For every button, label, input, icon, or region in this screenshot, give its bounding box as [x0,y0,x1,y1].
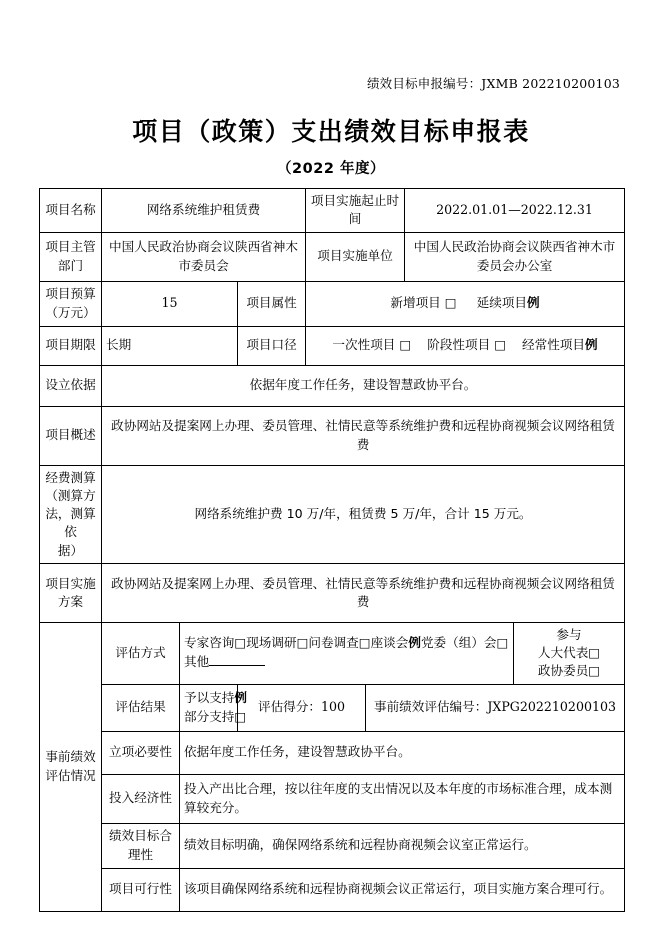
label-eval-method: 评估方式 [102,622,180,684]
option-expert-consultation-label: 专家咨询 [184,635,235,651]
label-project-attribute: 项目属性 [238,281,306,326]
option-onetime-project[interactable] [332,337,411,352]
label-pre-evaluation [40,622,102,911]
declaration-number [0,74,620,92]
participants-title: 参与 [556,626,582,642]
value-project-term: 长期 [102,326,238,365]
table-row-feasibility [40,868,625,911]
label-budget [40,281,102,326]
label-project-term: 项目期限 [40,326,102,365]
declaration-number-label: 绩效目标申报编号： [366,76,482,91]
checkbox-unchecked-icon[interactable]: □ [588,645,601,660]
option-full-support[interactable] [184,689,247,707]
other-method-input[interactable] [209,653,265,666]
value-budget: 15 [102,281,238,326]
label-implementation-plan-l1: 项目实施 [45,575,96,591]
page-title: 项目（政策）支出绩效目标申报表 [132,117,530,146]
option-partial-support[interactable] [184,708,247,726]
value-project-period: 2022.01.01—2022.12.31 [405,189,625,233]
label-supervisor-dept [40,232,102,281]
checkbox-unchecked-icon[interactable]: □ [234,708,247,724]
label-project-period: 项目实施起止时间 [306,189,405,233]
value-project-overview: 政协网站及提案网上办理、委员管理、社情民意等系统维护费和远程协商视频会议网络租赁费 [102,406,625,465]
option-regular-project[interactable] [522,337,598,352]
label-establish-basis: 设立依据 [40,365,102,406]
option-field-research-label: 现场调研 [246,635,297,651]
label-supervisor-dept-l1: 项目主管 [45,239,96,255]
value-project-attribute [306,281,625,326]
checkbox-unchecked-icon[interactable]: □ [588,663,601,679]
value-eval-number [366,684,625,731]
checkbox-unchecked-icon[interactable]: □ [496,635,509,651]
label-target-rationality [102,823,180,868]
label-cost-estimate-l4: 据） [57,542,84,558]
label-target-rationality-l1: 绩效目标合 [109,828,172,844]
label-cost-estimate [40,465,102,563]
option-partial-support-label: 部分支持 [184,708,235,724]
option-symposium-label: 座谈会 [370,635,409,651]
checkbox-unchecked-icon[interactable]: □ [494,337,507,353]
participant-cppcc-member[interactable] [518,662,620,680]
label-project-overview: 项目概述 [40,406,102,465]
option-party-committee-label: 党委（组）会 [420,635,497,651]
option-continued-project-label: 延续项目 [476,295,527,311]
value-project-scope [306,326,625,365]
value-cost-estimate: 网络系统维护费 10 万/年，租赁费 5 万/年，合计 15 万元。 [102,465,625,563]
label-eval-result: 评估结果 [102,684,180,731]
option-continued-project[interactable] [477,295,540,310]
table-row-eval-method [40,622,625,684]
eval-score-value: 100 [320,699,345,715]
table-row-necessity [40,731,625,774]
eval-number-label: 事前绩效评估编号： [373,699,488,715]
form-table [39,188,625,912]
value-implementation-plan: 政协网站及提案网上办理、委员管理、社情民意等系统维护费和远程协商视频会议网络租赁费 [102,563,625,622]
option-other-label: 其他 [184,654,210,670]
option-regular-project-label: 经常性项目 [522,337,585,353]
checkbox-unchecked-icon[interactable]: □ [444,295,457,311]
label-implementation-plan-l2: 方案 [57,593,84,609]
label-cost-estimate-l1: 经费测算 [45,469,96,485]
value-eval-score [238,684,366,731]
table-row-term [40,326,625,365]
table-row-cost-estimate [40,465,625,563]
checkbox-checked-icon[interactable]: 例 [408,635,421,651]
table-row-budget [40,281,625,326]
table-row-implementation-plan [40,563,625,622]
participant-cppcc-member-label: 政协委员 [537,663,589,679]
table-row-target-rationality [40,823,625,868]
participant-npc-deputy[interactable] [518,644,620,662]
option-onetime-project-label: 一次性项目 [332,337,396,353]
label-pre-evaluation-l2: 评估情况 [45,767,96,783]
label-budget-l1: 项目预算 [45,286,96,302]
label-project-scope: 项目口径 [238,326,306,365]
eval-score-label: 评估得分： [257,699,321,715]
checkbox-unchecked-icon[interactable]: □ [234,635,247,651]
value-project-necessity: 依据年度工作任务，建设智慧政协平台。 [180,731,625,774]
checkbox-checked-icon[interactable]: 例 [527,295,540,311]
table-row-basis [40,365,625,406]
label-pre-evaluation-l1: 事前绩效 [45,749,96,765]
performance-target-form [39,188,624,912]
table-row-eval-result [40,684,625,731]
option-staged-project[interactable] [427,337,506,352]
eval-number-value: JXPG202210200103 [487,699,617,715]
label-implementation-plan [40,563,102,622]
value-target-rationality: 绩效目标明确，确保网络系统和远程协商视频会议室正常运行。 [180,823,625,868]
table-row-overview [40,406,625,465]
label-cost-estimate-l3: 法，测算依 [45,506,96,540]
option-full-support-label: 予以支持 [184,690,235,706]
option-new-project-label: 新增项目 [390,295,441,311]
value-eval-participants [514,622,625,684]
value-establish-basis: 依据年度工作任务，建设智慧政协平台。 [102,365,625,406]
table-row-project-name [40,189,625,233]
checkbox-checked-icon[interactable]: 例 [585,337,598,353]
label-supervisor-dept-l2: 部门 [57,257,84,273]
option-questionnaire-label: 问卷调查 [308,635,359,651]
label-cost-estimate-l2: （测算方 [45,487,96,503]
checkbox-unchecked-icon[interactable]: □ [399,337,412,353]
label-project-name: 项目名称 [40,189,102,233]
option-staged-project-label: 阶段性项目 [427,337,491,353]
value-supervisor-dept: 中国人民政治协商会议陕西省神木市委员会 [102,232,306,281]
value-project-name: 网络系统维护租赁费 [102,189,306,233]
value-eval-method [180,622,514,684]
label-budget-l2: （万元） [45,304,96,320]
checkbox-unchecked-icon[interactable]: □ [358,635,371,651]
value-implement-unit: 中国人民政治协商会议陕西省神木市委员会办公室 [405,232,625,281]
checkbox-unchecked-icon[interactable]: □ [296,635,309,651]
label-target-rationality-l2: 理性 [127,846,154,862]
option-new-project[interactable] [390,295,456,310]
participant-npc-deputy-label: 人大代表 [537,645,589,660]
table-row-supervisor [40,232,625,281]
label-project-feasibility: 项目可行性 [102,868,180,911]
label-input-economy: 投入经济性 [102,774,180,823]
label-implement-unit: 项目实施单位 [306,232,405,281]
table-row-economy [40,774,625,823]
value-project-feasibility: 该项目确保网络系统和远程协商视频会议正常运行，项目实施方案合理可行。 [180,868,625,911]
value-input-economy: 投入产出比合理，按以往年度的支出情况以及本年度的市场标准合理，成本测算较充分。 [180,774,625,823]
value-eval-result-options [180,684,247,731]
page-subtitle: （2022 年度） [277,161,385,177]
declaration-number-value: JXMB 202210200103 [481,76,620,91]
label-project-necessity: 立项必要性 [102,731,180,774]
checkbox-checked-icon[interactable]: 例 [234,690,247,706]
